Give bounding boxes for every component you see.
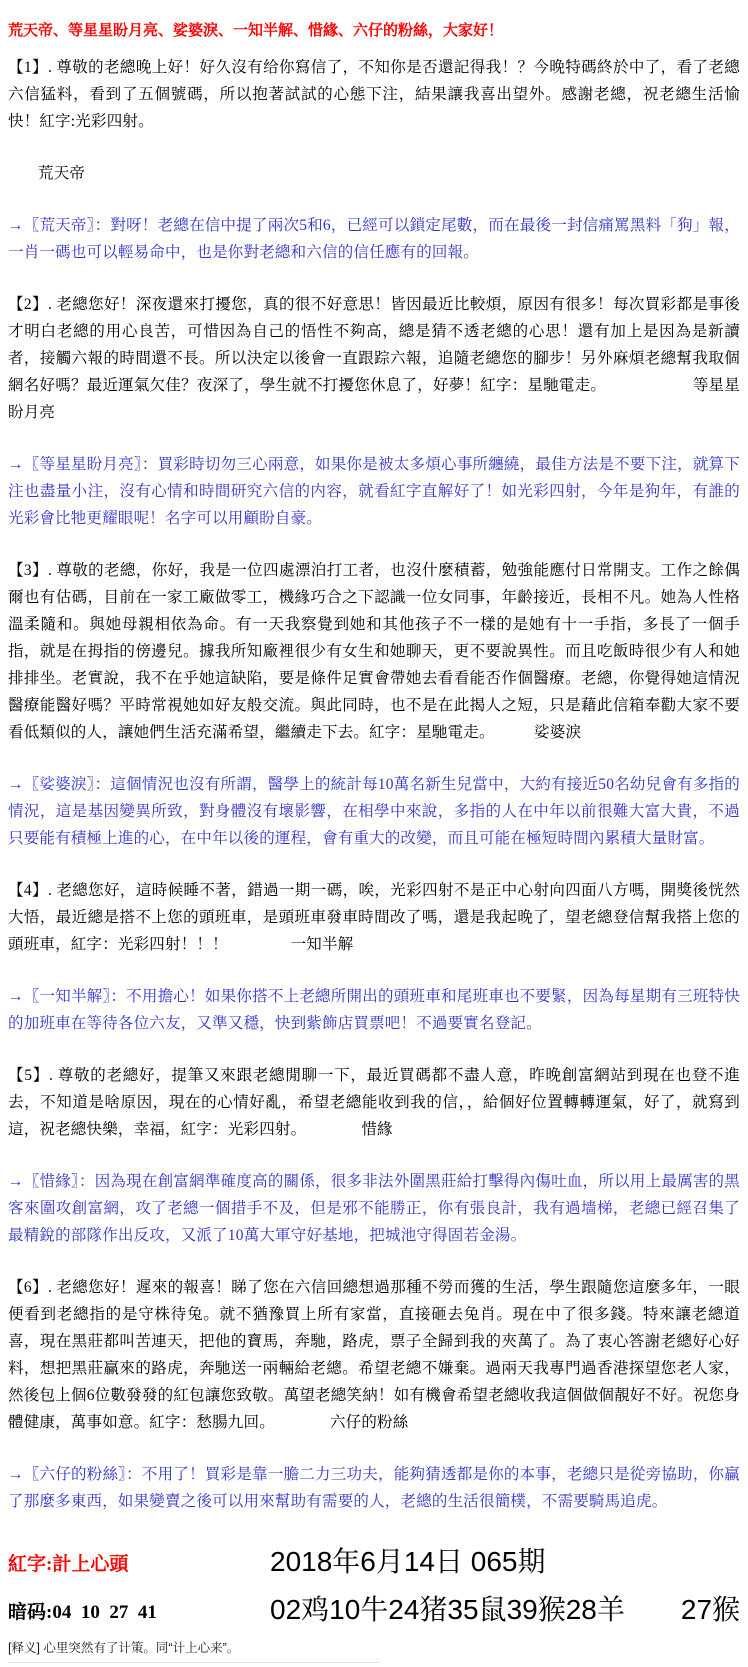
letter-1-signature: 荒天帝 [38,165,86,182]
reply-4-text: →〖一知半解〗：不用擔心！如果你搭不上老總所開出的頭班車和尾班車也不要緊，因為每星期有三班特快的加班車在等待各位六友，又準又穩，快到紫飾店買票吧！不過要實名登記。 [8,988,740,1032]
reply-2-text: →〖等星星盼月亮〗：買彩時切勿三心兩意，如果你是被太多煩心事所纏繞，最佳方法是不要下注，就算下注也盡量小注，沒有心情和時間研究六信的内容，就看紅字直解好了！如光彩四射，今年是狗年，有誰的光彩會比牠更耀眼呢！名字可以用顧盼自豪。 [8,456,740,527]
letter-5-text: 【5】. 尊敬的老總好，提筆又來跟老總閒聊一下，最近買碼都不盡人意，昨晚創富網站到現在也登不進去，不知道是啥原因，現在的心情好亂，希望老總能收到我的信，，給個好位置轉轉運氣，好了，就寫到這，祝老總快樂，幸福，紅字：光彩四射。 惜緣 [8,1067,740,1138]
secret-code: 暗码:04 10 27 41 [8,1601,157,1623]
letter-block-1 [8,54,740,266]
letter-6-text: 【6】. 老總您好！遲來的報喜！睇了您在六信回總想過那種不勞而獲的生活，學生跟隨您這麼多年，一眼便看到老總指的是守株待兔。就不猶豫買上所有家當，直接砸去兔肖。現在中了很多錢。特來讓老總道喜，現在黑莊都叫苦連天，把他的寶馬，奔馳，路虎，票子全歸到我的夾萬了。為了衷心答謝老總好心好料，想把黑莊贏來的路虎，奔馳送一兩輛給老總。希望老總不嫌棄。過兩天我專門過香港探望您老人家，然後包上個6位數發發的紅包讓您致敬。萬望老總笑納！如有機會希望老總收我這個做個靚好不好。祝您身體健康，萬事如意。紅字：愁腸九回。 六仔的粉絲 [8,1279,740,1431]
letter-block-5 [8,1062,740,1249]
letter-block-4 [8,877,740,1037]
reply-5-text: →〖惜緣〗：因為現在創富網準確度高的關係，很多非法外圍黑莊給打擊得內傷吐血，所以用上最厲害的黑客來圍攻創富網，攻了老總一個措手不及，但是邪不能勝正，你有張良計，我有過墙梯，老總已經召集了最精銳的部隊作出反攻，又派了10萬大軍守好基地，把城池守得固若金湯。 [8,1173,740,1244]
reply-6-text: →〖六仔的粉絲〗：不用了！買彩是靠一膽二力三功夫，能夠猜透都是你的本事，老總只是從旁協助，你贏了那麼多東西，如果變賣之後可以用來幫助有需要的人，老總的生活很簡樸，不需要騎馬追虎。 [8,1466,740,1510]
letter-3-text: 【3】. 尊敬的老總，你好，我是一位四處漂泊打工者，也沒什麼積蓄，勉強能應付日常開支。工作之餘偶爾也有估碼，目前在一家工廠做零工，機緣巧合之下認識一位女同事，年齡接近，長相不凡。她為人性格溫柔隨和。與她母親相依為命。有一天我察覺到她和其他孩子不一樣的是她有十一手指，多長了一個手指，就是在拇指的傍邊兒。據我所知廠裡很少有女生和她聊天，更不要說異性。而且吃飯時很少有人和她排排坐。老實說，我不在乎她這缺陷，要是條件足實會帶她去看看能否作個醫療。老總，你覺得她這情況醫療能醫好嗎？平時常視她如好友般交流。與此同時，也不是在此揭人之短，只是藉此信箱奉勸大家不要看低類似的人，讓她們生活充滿希望，繼續走下去。紅字：星馳電走。 娑婆淚 [8,562,740,741]
zodiac-numbers: 02鸡10牛24猪35鼠39猴28羊 27猴 [270,1594,741,1625]
draw-date: 2018年6月14日 065期 [270,1546,546,1577]
footer [8,1540,740,1667]
greeting-line: 荒天帝、等星星盼月亮、娑婆淚、一知半解、惜緣、六仔的粉絲，大家好！ [8,23,504,39]
letter-block-2 [8,291,740,532]
definition-note-underline [8,1638,380,1663]
letter-block-6 [8,1274,740,1515]
red-word-label: 紅字:計上心頭 [8,1553,129,1575]
letter-4-text: 【4】. 老總您好，這時候睡不著，錯過一期一碼，唉，光彩四射不是正中心射向四面八方嗎，開獎後恍然大悟，最近總是搭不上您的頭班車，是頭班車發車時間改了嗎，還是我起晚了，望老總登信幫我搭上您的頭班車，紅字：光彩四射！！！ 一知半解 [8,882,740,953]
reply-1-text: →〖荒天帝〗：對呀！老總在信中提了兩次5和6，已經可以鎖定尾數，而在最後一封信痛罵黑料「狗」報，一肖一碼也可以輕易命中，也是你對老總和六信的信任應有的回報。 [8,217,740,261]
definition-note: [释义] 心里突然有了计策。同“计上心来”。 [8,1641,240,1655]
reply-3-text: →〖娑婆淚〗：這個情況也沒有所謂，醫學上的統計每10萬名新生兒當中，大約有接近50名幼兒會有多指的情況，這是基因變異所致，對身體沒有壞影響，在相學中來說，多指的人在中年以前很難大富大貴，不過只要能有積極上進的心，在中年以後的運程，會有重大的改變，而且可能在極短時間內累積大量財富。 [8,776,740,847]
letter-2-text: 【2】. 老總您好！深夜還來打擾您，真的很不好意思！皆因最近比較煩，原因有很多！每次買彩都是事後才明白老總的用心良苦，可惜因為自己的悟性不夠高，總是猜不透老總的心思！還有加上是因為是新讀者，接觸六報的時間還不長。所以決定以後會一直跟踪六報，追隨老總您的腳步！另外麻煩老總幫我取個網名好嗎？最近運氣欠佳？夜深了，學生就不打擾您休息了，好夢！紅字：星馳電走。 等星星盼月亮 [8,296,740,421]
letter-1-text: 【1】. 尊敬的老總晚上好！好久沒有给你寫信了，不知你是否還記得我！？今晚特碼終於中了，看了老總六信猛料，看到了五個號碼，所以抱著試試的心態下注，結果讓我喜出望外。感謝老總，祝老總生活愉快！紅字:光彩四射。 [8,59,740,130]
letter-block-3 [8,557,740,852]
